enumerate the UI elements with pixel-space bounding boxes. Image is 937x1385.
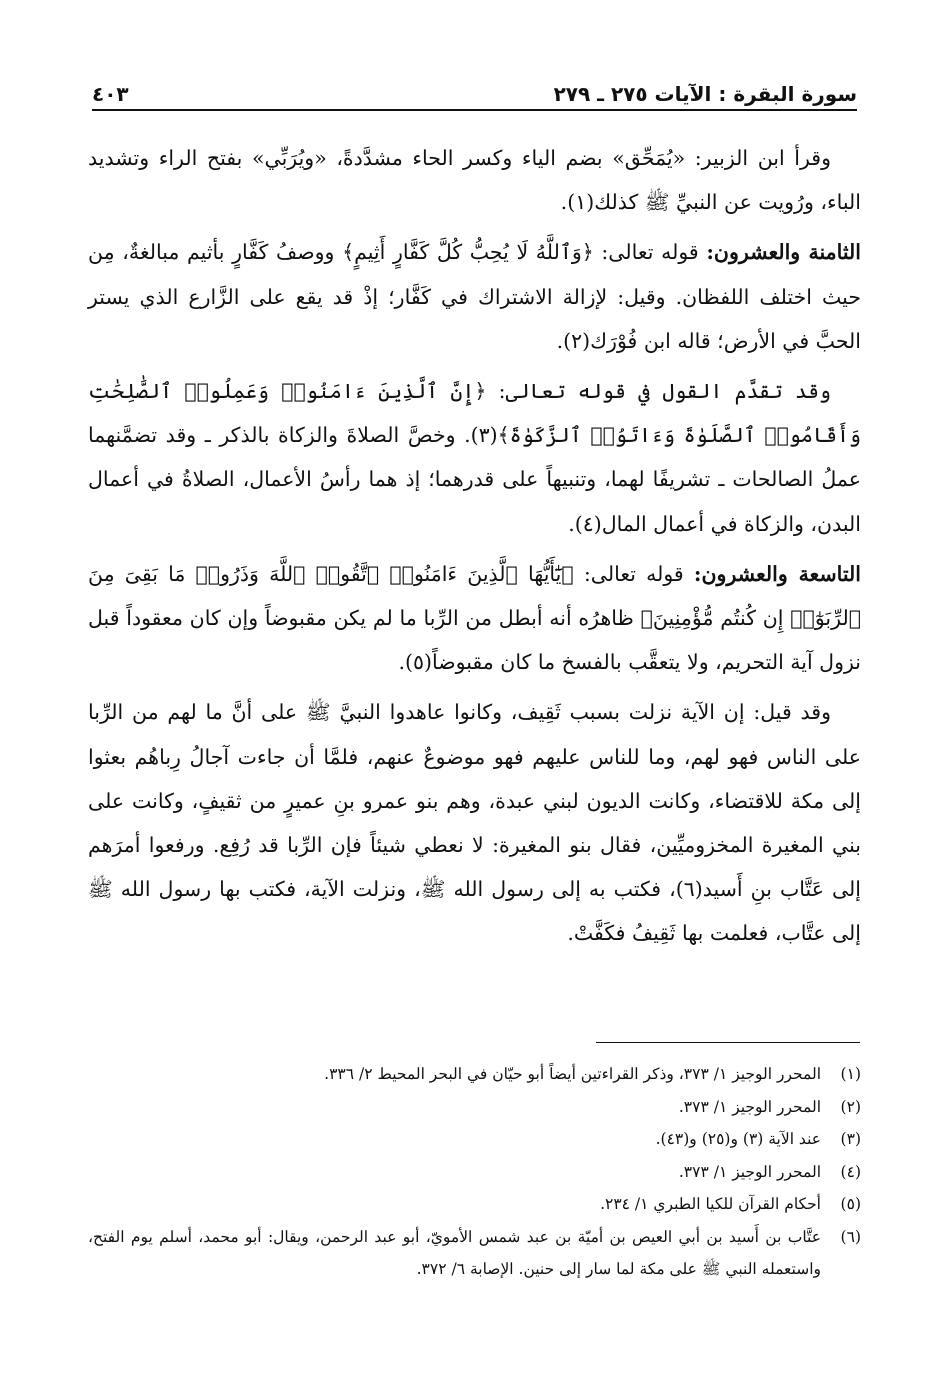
footnote-3 [88, 1123, 861, 1156]
footnote-number: (٦) [840, 1227, 861, 1246]
footnote-number: (٥) [840, 1195, 861, 1213]
footnote-5 [88, 1188, 861, 1221]
footnote-text: المحرر الوجيز ١/ ٣٧٣، وذكر القراءتين أيضاً أبو حيّان في البحر المحيط ٢/ ٣٣٦. [324, 1065, 821, 1083]
header-rule [92, 109, 857, 111]
footnote-text: عند الآية (٣) و(٢٥) و(٤٣). [655, 1130, 821, 1148]
paragraph-text: وقد قيل: إن الآية نزلت بسبب ثَقِيف، وكانوا عاهدوا النبيَّ ﷺ على أنَّ ما لهم من الرِّبا على الناس فهو لهم، وما للناس عليهم فهو موضوعٌ عنهم، فلمَّا أن جاءت آجالُ رِباهُم بعثوا إلى مكة للاقتضاء، وكانت الديون لبني عبدة، وهم بنو عمرو بنِ عميرٍ من ثقيفٍ، وكانت على بني المغيرة المخزوميِّين، فقال بنو المغيرة: لا نعطي شيئاً فإن الرِّبا قد رُفِع. ورفعوا أمرَهم إلى عَتَّاب بنِ أَسيد(٦)، فكتب به إلى رسول الله ﷺ، ونزلت الآية، فكتب بها رسول الله ﷺ إلى عتَّاب، فعلمت بها ثَقِيفُ فكَفَّتْ. [88, 700, 862, 946]
running-title: سورة البقرة : الآيات ٢٧٥ ـ ٢٧٩ [553, 82, 857, 106]
footnote-number: (٤) [840, 1162, 861, 1181]
footnote-number: (٢) [840, 1097, 861, 1116]
paragraph-text: قوله تعالى: ﴿يَٰٓأَيُّهَا ٱلَّذِينَ ءَامَنُوا۟ ٱتَّقُوا۟ ٱللَّهَ وَذَرُوا۟ مَا بَقِىَ مِنَ ٱلرِّبَوٰٓا۟ إِن كُنتُم مُّؤْمِنِينَ﴾ ظاهرُه أنه أبطل من الرِّبا ما لم يكن مقبوضاً وإن كان معقوداً قبل نزول آية التحريم، ولا يتعقَّب بالفسخ ما كان مقبوضاً(٥). [88, 561, 861, 675]
footnote-number: (١) [840, 1065, 861, 1083]
footnote-text: المحرر الوجيز ١/ ٣٧٣. [678, 1097, 821, 1116]
footnote-number: (٣) [840, 1130, 861, 1148]
footnote-separator [596, 1042, 860, 1043]
issue-heading: الثامنة والعشرون: [706, 240, 861, 265]
footnote-text: أحكام القرآن للكيا الطبري ١/ ٢٣٤. [600, 1195, 821, 1213]
paragraph-text: قوله تعالى: ﴿وَٱللَّهُ لَا يُحِبُّ كُلَّ كَفَّارٍ أَثِيمٍ﴾ ووصفُ كَفَّارٍ بأثيم مبالغةٌ، مِن حيث اختلف اللفظان. وقيل: لإزالة الاشتراك في كَفَّار؛ إذْ قد يقع على الزَّارع الذي يستر الحبَّ في الأرض؛ قاله ابن فُوْرَك(٢). [88, 240, 861, 353]
page-number: ٤٠٣ [92, 82, 129, 106]
footnote-text: المحرر الوجيز ١/ ٣٧٣. [678, 1162, 821, 1181]
footnote-6 [88, 1221, 861, 1286]
issue-heading: التاسعة والعشرون: [693, 561, 862, 586]
page-header [92, 66, 857, 106]
paragraph-text: وقرأ ابن الزبير: «يُمَحِّق» بضم الياء وكسر الحاء مشدَّدةً، «ويُرَبِّي» بفتح الراء وتشديد الباء، ورُويت عن النبيِّ ﷺ كذلك(١). [88, 146, 861, 215]
footnote-text: عتَّاب بن أَسيد بن أبي العيص بن أميّة بن عبد شمس الأمويّ، أبو عبد الرحمن، ويقال: أبو محمد، أسلم يوم الفتح، واستعمله النبي ﷺ على مكة لما سار إلى حنين. الإصابة ٦/ ٣٧٢. [88, 1227, 821, 1278]
paragraph-4 [88, 552, 861, 685]
main-text [88, 136, 861, 962]
footnote-1 [88, 1058, 861, 1091]
footnote-2 [88, 1091, 861, 1124]
paragraph-2 [88, 230, 861, 363]
footnote-4 [88, 1156, 861, 1189]
paragraph-3 [88, 369, 861, 546]
paragraph-5 [88, 690, 861, 955]
paragraph-text: وقد تقدَّم القول في قوله تعالى: ﴿إِنَّ ٱلَّذِينَ ءَامَنُوا۟ وَعَمِلُوا۟ ٱلصَّٰلِحَٰتِ وَأَقَامُوا۟ ٱلصَّلَوٰةَ وَءَاتَوُا۟ ٱلزَّكَوٰةَ﴾(٣). وخصَّ الصلاةَ والزكاة بالذكر ـ وقد تضمَّنهما عملُ الصالحات ـ تشريفًا لهما، وتنبيهاً على قدرهما؛ إذ هما رأسُ الأعمال، الصلاةُ في أعمال البدن، والزكاة في أعمال المال(٤). [88, 379, 861, 536]
paragraph-1 [88, 136, 861, 224]
footnotes [88, 1058, 861, 1286]
